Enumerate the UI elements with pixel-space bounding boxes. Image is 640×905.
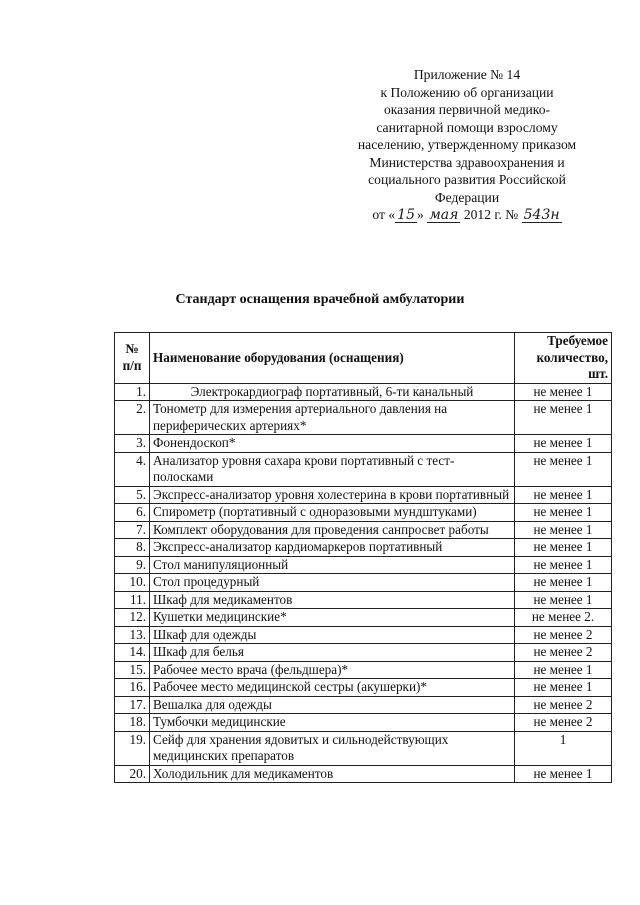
table-row <box>115 435 612 453</box>
date-year: 2012 г. № <box>463 207 519 222</box>
appendix-header <box>342 66 592 224</box>
row-number: 16. <box>115 679 150 697</box>
row-quantity: не менее 1 <box>515 486 612 504</box>
appendix-line: Приложение № 14 <box>413 67 521 82</box>
row-quantity: не менее 2 <box>515 714 612 732</box>
table-row <box>115 644 612 662</box>
row-number: 17. <box>115 696 150 714</box>
header-number <box>115 333 150 384</box>
appendix-line: населению, утвержденному приказом <box>357 137 577 152</box>
row-number: 7. <box>115 521 150 539</box>
row-name: Шкаф для медикаментов <box>150 591 515 609</box>
handwritten-order-number: 543н <box>523 207 560 223</box>
row-quantity: не менее 2 <box>515 644 612 662</box>
row-name: Рабочее место медицинской сестры (акушерки)* <box>150 679 515 697</box>
row-quantity: не менее 2. <box>515 609 612 627</box>
row-number: 14. <box>115 644 150 662</box>
header-number-line: п/п <box>122 357 142 373</box>
row-number: 18. <box>115 714 150 732</box>
row-quantity: не менее 1 <box>515 591 612 609</box>
appendix-line: Федерации <box>434 189 500 205</box>
row-number: 11. <box>115 591 150 609</box>
row-number: 10. <box>115 574 150 592</box>
row-name: Экспресс-анализатор уровня холестерина в крови портативный <box>150 486 515 504</box>
row-quantity: не менее 1 <box>515 383 612 401</box>
row-quantity: не менее 1 <box>515 452 612 486</box>
row-name: Комплект оборудования для проведения санпросвет работы <box>150 521 515 539</box>
table-row <box>115 765 612 783</box>
date-mid: » <box>416 207 424 222</box>
row-quantity: не менее 2 <box>515 626 612 644</box>
row-number: 8. <box>115 539 150 557</box>
table-row <box>115 521 612 539</box>
table-body <box>115 383 612 783</box>
row-number: 6. <box>115 504 150 522</box>
table-row <box>115 504 612 522</box>
row-name: Шкаф для белья <box>150 644 515 662</box>
row-name: Тонометр для измерения артериального давления на периферических артериях* <box>150 401 515 435</box>
row-quantity: не менее 1 <box>515 765 612 783</box>
row-quantity: не менее 1 <box>515 556 612 574</box>
row-number: 5. <box>115 486 150 504</box>
row-number: 9. <box>115 556 150 574</box>
row-quantity: не менее 1 <box>515 435 612 453</box>
table-row <box>115 731 612 765</box>
equipment-table <box>114 332 612 783</box>
header-quantity-line: количество, <box>536 349 608 365</box>
table-row <box>115 714 612 732</box>
row-name: Стол манипуляционный <box>150 556 515 574</box>
table-row <box>115 679 612 697</box>
row-name: Анализатор уровня сахара крови портативный с тест-полосками <box>150 452 515 486</box>
table-row <box>115 401 612 435</box>
header-quantity-line: шт. <box>588 366 608 381</box>
table-row <box>115 383 612 401</box>
row-quantity: не менее 1 <box>515 661 612 679</box>
row-number: 12. <box>115 609 150 627</box>
appendix-line: санитарной помощи взрослому <box>376 119 558 135</box>
row-name: Фонендоскоп* <box>150 435 515 453</box>
row-quantity: не менее 1 <box>515 401 612 435</box>
order-date-line <box>342 206 592 224</box>
row-number: 15. <box>115 661 150 679</box>
header-name: Наименование оборудования (оснащения) <box>150 333 515 384</box>
appendix-line: оказания первичной медико- <box>383 102 551 117</box>
table-header-row <box>115 333 612 384</box>
row-name: Вешалка для одежды <box>150 696 515 714</box>
appendix-line: социального развития Российской <box>368 172 566 187</box>
row-name: Рабочее место врача (фельдшера)* <box>150 661 515 679</box>
row-name: Сейф для хранения ядовитых и сильнодействующих медицинских препаратов <box>150 731 515 765</box>
table-row <box>115 626 612 644</box>
header-number-line: № <box>125 341 139 357</box>
table-row <box>115 556 612 574</box>
row-quantity: не менее 2 <box>515 696 612 714</box>
row-name: Экспресс-анализатор кардиомаркеров портативный <box>150 539 515 557</box>
row-quantity: 1 <box>515 731 612 765</box>
row-quantity: не менее 1 <box>515 504 612 522</box>
header-quantity-line: Требуемое <box>547 333 608 348</box>
row-name: Холодильник для медикаментов <box>150 765 515 783</box>
row-number: 4. <box>115 452 150 486</box>
table-row <box>115 486 612 504</box>
table-row <box>115 539 612 557</box>
row-name: Шкаф для одежды <box>150 626 515 644</box>
table-row <box>115 452 612 486</box>
row-number: 3. <box>115 435 150 453</box>
row-quantity: не менее 1 <box>515 521 612 539</box>
header-quantity <box>515 333 612 384</box>
row-name: Кушетки медицинские* <box>150 609 515 627</box>
table-row <box>115 661 612 679</box>
row-name: Спирометр (портативный с одноразовыми мундштуками) <box>150 504 515 522</box>
table-row <box>115 574 612 592</box>
row-name: Стол процедурный <box>150 574 515 592</box>
row-quantity: не менее 1 <box>515 539 612 557</box>
row-number: 1. <box>115 383 150 401</box>
row-number: 19. <box>115 731 150 765</box>
date-prefix: от « <box>372 207 396 222</box>
appendix-line: Министерства здравоохранения и <box>369 154 565 170</box>
row-name: Электрокардиограф портативный, 6-ти канальный <box>150 383 515 401</box>
row-name: Тумбочки медицинские <box>150 714 515 732</box>
row-number: 20. <box>115 765 150 783</box>
appendix-line: к Положению об организации <box>380 84 554 100</box>
handwritten-day: 15 <box>397 207 415 223</box>
handwritten-month: мая <box>429 207 459 223</box>
table-row <box>115 696 612 714</box>
table-row <box>115 609 612 627</box>
row-quantity: не менее 1 <box>515 574 612 592</box>
table-row <box>115 591 612 609</box>
row-number: 2. <box>115 401 150 435</box>
row-number: 13. <box>115 626 150 644</box>
row-quantity: не менее 1 <box>515 679 612 697</box>
document-title: Стандарт оснащения врачебной амбулатории <box>175 292 465 307</box>
